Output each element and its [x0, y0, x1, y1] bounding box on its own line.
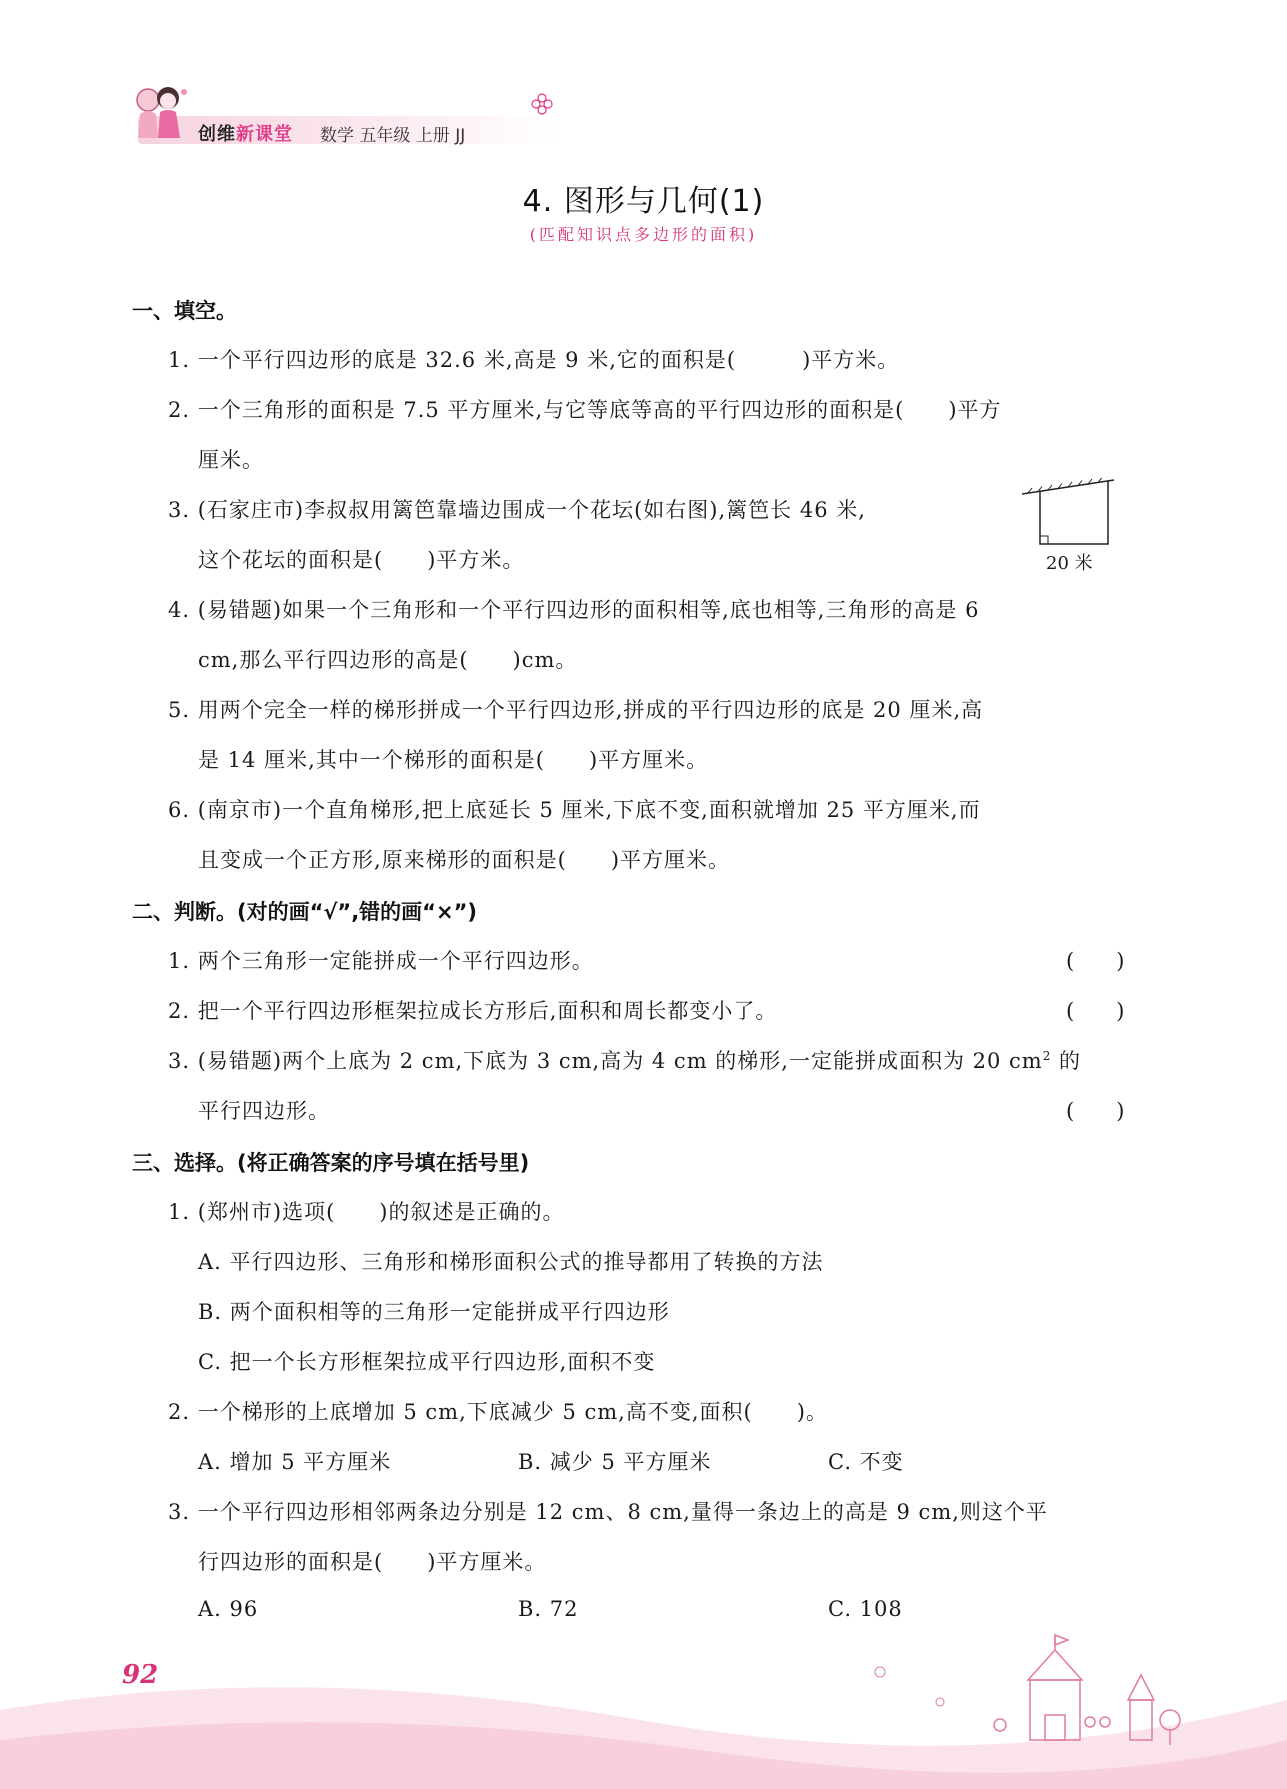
s2-q3-text-end: 的 [1051, 1049, 1082, 1073]
s3-q2-option-b: B. 减少 5 平方厘米 [518, 1450, 712, 1474]
s3-q1-option-a: A. 平行四边形、三角形和梯形面积公式的推导都用了转换的方法 [198, 1250, 824, 1274]
page-header [120, 78, 540, 148]
s3-q3-option-a: A. 96 [198, 1597, 259, 1621]
s2-q1: 1. 两个三角形一定能拼成一个平行四边形。 [168, 949, 594, 973]
castle-icon [994, 1635, 1180, 1745]
s3-q3-option-b: B. 72 [518, 1597, 579, 1621]
s1-q5-line1: 5. 用两个完全一样的梯形拼成一个平行四边形,拼成的平行四边形的底是 20 厘米,高 [168, 698, 984, 722]
s3-q3-line1: 3. 一个平行四边形相邻两条边分别是 12 cm、8 cm,量得一条边上的高是 9 cm,则这个平 [168, 1500, 1048, 1524]
section1-heading: 一、填空。 [132, 299, 237, 323]
subject-info: 数学 五年级 上册 JJ [320, 126, 466, 146]
s1-q5-line2: 是 14 厘米,其中一个梯形的面积是( )平方厘米。 [198, 748, 709, 772]
s1-q1: 1. 一个平行四边形的底是 32.6 米,高是 9 米,它的面积是( )平方米。 [168, 348, 900, 372]
s3-q2: 2. 一个梯形的上底增加 5 cm,下底减少 5 cm,高不变,面积( )。 [168, 1400, 828, 1424]
s3-q2-option-a: A. 增加 5 平方厘米 [198, 1450, 392, 1474]
s1-q3-line2: 这个花坛的面积是( )平方米。 [198, 548, 525, 572]
footer-decoration [0, 1600, 1287, 1789]
s1-q4-line1: 4. (易错题)如果一个三角形和一个平行四边形的面积相等,底也相等,三角形的高是 6 [168, 598, 980, 622]
page-title: 4. 图形与几何(1) [522, 184, 765, 219]
brand-part2: 新课堂 [236, 124, 293, 145]
s3-q1-option-c: C. 把一个长方形框架拉成平行四边形,面积不变 [198, 1350, 656, 1374]
s1-q2-line2: 厘米。 [198, 448, 264, 472]
page-subtitle: (匹配知识点多边形的面积) [529, 225, 758, 244]
s3-q2-option-c: C. 不变 [828, 1450, 904, 1474]
s1-q6-line2: 且变成一个正方形,原来梯形的面积是( )平方厘米。 [198, 848, 731, 872]
s1-q4-line2: cm,那么平行四边形的高是( )cm。 [198, 648, 578, 672]
s2-q3-answer-paren[interactable]: ( ) [1066, 1099, 1125, 1123]
brand-name [198, 120, 293, 146]
cartoon-girls-icon [124, 80, 204, 150]
s2-q3-line2: 平行四边形。 [198, 1099, 330, 1123]
s3-q3-option-c: C. 108 [828, 1597, 903, 1621]
brand-part1: 创维 [198, 124, 236, 145]
s2-q3-text: 3. (易错题)两个上底为 2 cm,下底为 3 cm,高为 4 cm 的梯形,一定能拼成面积为 20 cm [168, 1049, 1043, 1073]
s3-q1: 1. (郑州市)选项( )的叙述是正确的。 [168, 1200, 565, 1224]
small-flower-icon [875, 1667, 944, 1706]
s1-q6-line1: 6. (南京市)一个直角梯形,把上底延长 5 厘米,下底不变,面积就增加 25 平方厘米,而 [168, 798, 981, 822]
page-number: 92 [122, 1660, 159, 1690]
s1-q2-line1: 2. 一个三角形的面积是 7.5 平方厘米,与它等底等高的平行四边形的面积是( )平方 [168, 398, 1002, 422]
s2-q2-answer-paren[interactable]: ( ) [1066, 999, 1125, 1023]
s2-q1-answer-paren[interactable]: ( ) [1066, 949, 1125, 973]
s3-q3-line2: 行四边形的面积是( )平方厘米。 [198, 1550, 547, 1574]
s3-q1-option-b: B. 两个面积相等的三角形一定能拼成平行四边形 [198, 1300, 670, 1324]
section2-heading: 二、判断。(对的画“√”,错的画“×”) [132, 900, 477, 924]
section3-heading: 三、选择。(将正确答案的序号填在括号里) [132, 1151, 530, 1175]
s2-q3-line1 [168, 1045, 1081, 1075]
flower-icon [530, 92, 554, 116]
s1-q3-line1: 3. (石家庄市)李叔叔用篱笆靠墙边围成一个花坛(如右图),篱笆长 46 米, [168, 498, 866, 522]
s2-q2: 2. 把一个平行四边形框架拉成长方形后,面积和周长都变小了。 [168, 999, 778, 1023]
figure-label: 20 米 [1046, 553, 1093, 574]
s2-q3-superscript: 2 [1042, 1049, 1052, 1063]
